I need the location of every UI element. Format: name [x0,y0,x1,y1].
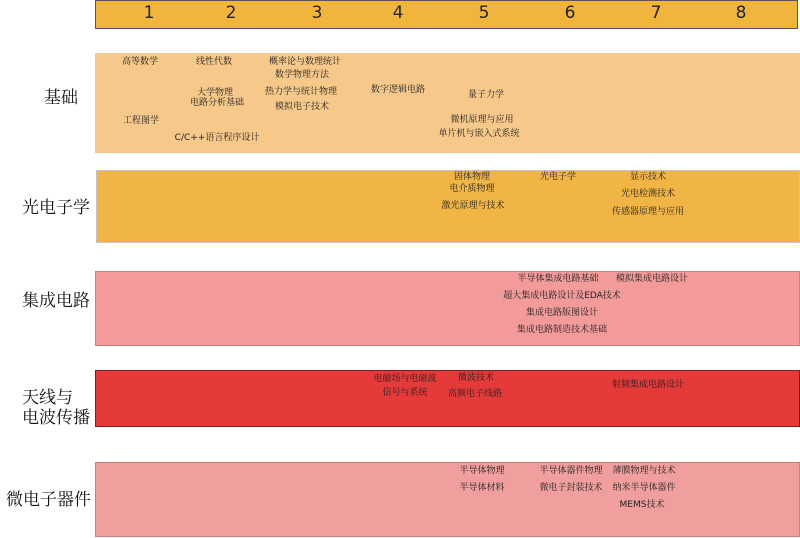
course-semiconductor-physics: 半导体物理 [459,466,505,476]
semester-header [95,0,798,29]
course-microwave-technology: 微波技术 [457,373,495,383]
course-probability: 概率论与数理统计 [268,57,342,67]
microelectronics-band [95,462,800,537]
semester-1: 1 [143,3,155,23]
course-hf-electronic-circuits: 高频电子线路 [447,389,503,399]
row-label-ic: 集成电路 [22,291,90,311]
course-thin-film-physics: 薄膜物理与技术 [612,466,676,476]
course-quantum-mechanics: 量子力学 [467,90,505,100]
semester-6: 6 [564,3,576,23]
course-linear-algebra: 线性代数 [195,57,233,67]
course-advanced-math: 高等数学 [121,57,159,67]
course-dielectric-physics: 电介质物理 [449,184,495,194]
course-semiconductor-device-physics: 半导体器件物理 [539,466,603,476]
course-electromagnetic-fields: 电磁场与电磁波 [373,374,437,384]
course-signals-systems: 信号与系统 [382,388,428,398]
course-semiconductor-materials: 半导体材料 [459,483,505,493]
row-label-antenna-1: 天线与 [22,388,73,408]
course-ic-manufacturing: 集成电路制造技术基础 [516,325,608,335]
course-nano-semiconductor-devices: 纳米半导体器件 [612,483,676,493]
row-label-microelectronics: 微电子器件 [6,490,91,510]
course-analog-electronics: 模拟电子技术 [274,102,330,112]
course-circuit-analysis: 电路分析基础 [189,98,245,108]
row-label-optoelectronics: 光电子学 [22,198,90,218]
course-ic-layout: 集成电路版图设计 [525,308,599,318]
course-microelectronic-packaging: 微电子封装技术 [539,483,603,493]
semester-3: 3 [311,3,323,23]
course-math-physics: 数学物理方法 [274,70,330,80]
course-display-technology: 显示技术 [629,172,667,182]
course-microcomputer: 微机原理与应用 [450,115,514,125]
course-sensor-principles: 传感器原理与应用 [611,207,685,217]
course-engineering-drawing: 工程图学 [122,116,160,126]
course-optoelectronics: 光电子学 [539,172,577,182]
course-thermodynamics: 热力学与统计物理 [264,87,338,97]
course-digital-logic: 数字逻辑电路 [370,85,426,95]
course-laser-principles: 激光原理与技术 [441,201,505,211]
ic-band [95,271,800,346]
course-vlsi-eda: 超大集成电路设计及EDA技术 [503,291,621,301]
course-c-programming: C/C++语言程序设计 [174,133,260,143]
semester-2: 2 [225,3,237,23]
course-solid-state-physics: 固体物理 [453,172,491,182]
course-college-physics: 大学物理 [196,88,234,98]
course-analog-ic-design: 模拟集成电路设计 [615,274,689,284]
course-rf-ic-design: 射频集成电路设计 [611,380,685,390]
semester-4: 4 [392,3,404,23]
course-photoelectric-detection: 光电检测技术 [620,189,676,199]
semester-5: 5 [478,3,490,23]
course-mems-technology: MEMS技术 [619,500,665,510]
course-embedded-systems: 单片机与嵌入式系统 [438,129,520,139]
course-semiconductor-ic-basics: 半导体集成电路基础 [517,274,599,284]
semester-8: 8 [735,3,747,23]
row-label-foundation: 基础 [44,88,78,108]
semester-7: 7 [650,3,662,23]
row-label-antenna-2: 电波传播 [22,408,90,428]
